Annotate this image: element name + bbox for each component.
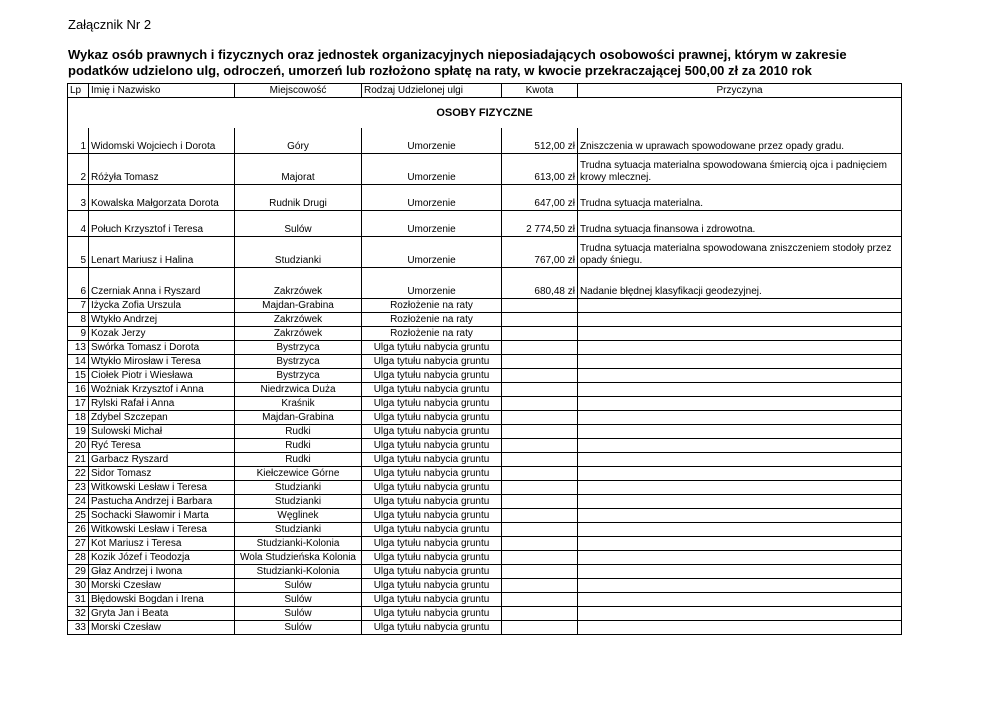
table-row xyxy=(68,268,902,299)
cell-lp: 27 xyxy=(68,537,89,551)
cell-amount xyxy=(502,579,578,593)
header-lp: Lp xyxy=(68,84,89,98)
cell-reason xyxy=(578,565,902,579)
cell-amount xyxy=(502,467,578,481)
cell-reason xyxy=(578,551,902,565)
cell-name: Widomski Wojciech i Dorota xyxy=(89,128,235,154)
cell-reason xyxy=(578,607,902,621)
cell-place: Niedrzwica Duża xyxy=(235,383,362,397)
cell-reason xyxy=(578,453,902,467)
cell-name: Kowalska Małgorzata Dorota xyxy=(89,185,235,211)
header-amount: Kwota xyxy=(502,84,578,98)
cell-lp: 13 xyxy=(68,341,89,355)
table-row xyxy=(68,537,902,551)
table-row xyxy=(68,453,902,467)
cell-type: Umorzenie xyxy=(362,128,502,154)
cell-reason xyxy=(578,439,902,453)
cell-reason xyxy=(578,425,902,439)
table-row xyxy=(68,593,902,607)
cell-lp: 23 xyxy=(68,481,89,495)
cell-reason xyxy=(578,341,902,355)
cell-name: Kozik Józef i Teodozja xyxy=(89,551,235,565)
table-row xyxy=(68,397,902,411)
table-row xyxy=(68,495,902,509)
cell-amount xyxy=(502,453,578,467)
cell-amount xyxy=(502,523,578,537)
cell-type: Ulga tytułu nabycia gruntu xyxy=(362,565,502,579)
cell-reason xyxy=(578,397,902,411)
cell-amount xyxy=(502,495,578,509)
cell-reason: Trudna sytuacja materialna spowodowana śmiercią ojca i padnięciem krowy mlecznej. xyxy=(578,154,902,185)
cell-amount xyxy=(502,537,578,551)
cell-name: Morski Czesław xyxy=(89,621,235,635)
cell-lp: 18 xyxy=(68,411,89,425)
cell-lp: 31 xyxy=(68,593,89,607)
cell-name: Garbacz Ryszard xyxy=(89,453,235,467)
cell-reason xyxy=(578,593,902,607)
table-row xyxy=(68,327,902,341)
cell-amount xyxy=(502,341,578,355)
cell-name: Gryta Jan i Beata xyxy=(89,607,235,621)
cell-amount xyxy=(502,509,578,523)
header-name: Imię i Nazwisko xyxy=(89,84,235,98)
cell-amount: 647,00 zł xyxy=(502,185,578,211)
cell-type: Rozłożenie na raty xyxy=(362,313,502,327)
cell-amount: 767,00 zł xyxy=(502,237,578,268)
table-row xyxy=(68,211,902,237)
cell-type: Ulga tytułu nabycia gruntu xyxy=(362,495,502,509)
cell-name: Błędowski Bogdan i Irena xyxy=(89,593,235,607)
cell-place: Studzianki-Kolonia xyxy=(235,565,362,579)
cell-place: Bystrzyca xyxy=(235,369,362,383)
header-place: Miejscowość xyxy=(235,84,362,98)
document-title xyxy=(68,47,908,79)
cell-name: Kozak Jerzy xyxy=(89,327,235,341)
cell-place: Studzianki-Kolonia xyxy=(235,537,362,551)
cell-amount xyxy=(502,397,578,411)
cell-name: Morski Czesław xyxy=(89,579,235,593)
table-row xyxy=(68,128,902,154)
cell-lp: 1 xyxy=(68,128,89,154)
cell-type: Umorzenie xyxy=(362,268,502,299)
cell-amount xyxy=(502,565,578,579)
cell-place: Majdan-Grabina xyxy=(235,299,362,313)
cell-name: Ciołek Piotr i Wiesława xyxy=(89,369,235,383)
cell-reason xyxy=(578,411,902,425)
table-row xyxy=(68,154,902,185)
table-row xyxy=(68,383,902,397)
cell-reason: Trudna sytuacja materialna. xyxy=(578,185,902,211)
cell-amount xyxy=(502,355,578,369)
cell-amount xyxy=(502,327,578,341)
cell-name: Różyła Tomasz xyxy=(89,154,235,185)
cell-name: Ryć Teresa xyxy=(89,439,235,453)
table-row xyxy=(68,565,902,579)
table-row xyxy=(68,467,902,481)
cell-amount xyxy=(502,299,578,313)
cell-lp: 28 xyxy=(68,551,89,565)
cell-amount xyxy=(502,481,578,495)
header-reason: Przyczyna xyxy=(578,84,902,98)
cell-lp: 22 xyxy=(68,467,89,481)
cell-reason xyxy=(578,467,902,481)
cell-lp: 9 xyxy=(68,327,89,341)
cell-amount xyxy=(502,425,578,439)
cell-type: Ulga tytułu nabycia gruntu xyxy=(362,537,502,551)
cell-name: Czerniak Anna i Ryszard xyxy=(89,268,235,299)
title-line-1: Wykaz osób prawnych i fizycznych oraz jednostek organizacyjnych nieposiadających osobowości prawnej, którym w zakresie xyxy=(68,47,847,62)
cell-reason xyxy=(578,523,902,537)
table-row xyxy=(68,185,902,211)
cell-place: Sulów xyxy=(235,621,362,635)
cell-type: Umorzenie xyxy=(362,154,502,185)
cell-lp: 21 xyxy=(68,453,89,467)
table-row xyxy=(68,313,902,327)
header-row xyxy=(68,84,902,98)
cell-lp: 7 xyxy=(68,299,89,313)
table-row xyxy=(68,299,902,313)
section-label: OSOBY FIZYCZNE xyxy=(68,98,902,129)
cell-reason xyxy=(578,383,902,397)
cell-name: Wtykło Andrzej xyxy=(89,313,235,327)
cell-name: Połuch Krzysztof i Teresa xyxy=(89,211,235,237)
cell-reason xyxy=(578,313,902,327)
cell-name: Sidor Tomasz xyxy=(89,467,235,481)
cell-name: Pastucha Andrzej i Barbara xyxy=(89,495,235,509)
cell-place: Studzianki xyxy=(235,237,362,268)
table-row xyxy=(68,481,902,495)
cell-type: Ulga tytułu nabycia gruntu xyxy=(362,481,502,495)
cell-place: Studzianki xyxy=(235,523,362,537)
table-row xyxy=(68,411,902,425)
cell-lp: 8 xyxy=(68,313,89,327)
cell-name: Sochacki Sławomir i Marta xyxy=(89,509,235,523)
cell-reason xyxy=(578,369,902,383)
cell-lp: 19 xyxy=(68,425,89,439)
cell-reason: Zniszczenia w uprawach spowodowane przez opady gradu. xyxy=(578,128,902,154)
cell-lp: 20 xyxy=(68,439,89,453)
cell-type: Umorzenie xyxy=(362,185,502,211)
cell-name: Sulowski Michał xyxy=(89,425,235,439)
cell-place: Kraśnik xyxy=(235,397,362,411)
cell-amount xyxy=(502,439,578,453)
table-row xyxy=(68,621,902,635)
cell-type: Ulga tytułu nabycia gruntu xyxy=(362,411,502,425)
table-row xyxy=(68,607,902,621)
cell-amount xyxy=(502,313,578,327)
cell-name: Wtykło Mirosław i Teresa xyxy=(89,355,235,369)
cell-reason: Nadanie błędnej klasyfikacji geodezyjnej. xyxy=(578,268,902,299)
cell-type: Umorzenie xyxy=(362,211,502,237)
cell-lp: 4 xyxy=(68,211,89,237)
cell-name: Zdybel Szczepan xyxy=(89,411,235,425)
cell-amount xyxy=(502,593,578,607)
cell-name: Kot Mariusz i Teresa xyxy=(89,537,235,551)
cell-reason xyxy=(578,327,902,341)
cell-type: Ulga tytułu nabycia gruntu xyxy=(362,621,502,635)
header-type: Rodzaj Udzielonej ulgi xyxy=(362,84,502,98)
cell-type: Ulga tytułu nabycia gruntu xyxy=(362,369,502,383)
cell-type: Ulga tytułu nabycia gruntu xyxy=(362,509,502,523)
cell-name: Witkowski Lesław i Teresa xyxy=(89,523,235,537)
cell-place: Bystrzyca xyxy=(235,341,362,355)
cell-type: Ulga tytułu nabycia gruntu xyxy=(362,551,502,565)
cell-reason xyxy=(578,509,902,523)
cell-reason xyxy=(578,579,902,593)
cell-lp: 14 xyxy=(68,355,89,369)
table-row xyxy=(68,579,902,593)
cell-place: Rudki xyxy=(235,425,362,439)
cell-type: Ulga tytułu nabycia gruntu xyxy=(362,341,502,355)
cell-lp: 16 xyxy=(68,383,89,397)
cell-place: Bystrzyca xyxy=(235,355,362,369)
cell-place: Węglinek xyxy=(235,509,362,523)
cell-place: Sulów xyxy=(235,607,362,621)
cell-amount xyxy=(502,551,578,565)
cell-type: Rozłożenie na raty xyxy=(362,327,502,341)
cell-type: Rozłożenie na raty xyxy=(362,299,502,313)
cell-name: Iżycka Zofia Urszula xyxy=(89,299,235,313)
cell-type: Ulga tytułu nabycia gruntu xyxy=(362,397,502,411)
cell-place: Zakrzówek xyxy=(235,313,362,327)
cell-type: Ulga tytułu nabycia gruntu xyxy=(362,467,502,481)
cell-lp: 32 xyxy=(68,607,89,621)
cell-reason xyxy=(578,355,902,369)
cell-lp: 2 xyxy=(68,154,89,185)
cell-place: Studzianki xyxy=(235,495,362,509)
cell-type: Ulga tytułu nabycia gruntu xyxy=(362,355,502,369)
cell-amount xyxy=(502,411,578,425)
cell-name: Swórka Tomasz i Dorota xyxy=(89,341,235,355)
cell-lp: 6 xyxy=(68,268,89,299)
table-row xyxy=(68,369,902,383)
cell-name: Lenart Mariusz i Halina xyxy=(89,237,235,268)
cell-amount xyxy=(502,621,578,635)
cell-lp: 29 xyxy=(68,565,89,579)
cell-amount: 512,00 zł xyxy=(502,128,578,154)
cell-place: Majorat xyxy=(235,154,362,185)
cell-place: Sulów xyxy=(235,593,362,607)
cell-lp: 26 xyxy=(68,523,89,537)
relief-table xyxy=(67,83,902,635)
cell-place: Góry xyxy=(235,128,362,154)
table-row xyxy=(68,439,902,453)
cell-reason: Trudna sytuacja materialna spowodowana zniszczeniem stodoły przez opady śniegu. xyxy=(578,237,902,268)
cell-type: Ulga tytułu nabycia gruntu xyxy=(362,579,502,593)
cell-amount: 613,00 zł xyxy=(502,154,578,185)
cell-lp: 30 xyxy=(68,579,89,593)
cell-type: Ulga tytułu nabycia gruntu xyxy=(362,383,502,397)
cell-reason xyxy=(578,299,902,313)
cell-type: Umorzenie xyxy=(362,237,502,268)
section-row xyxy=(68,98,902,129)
cell-place: Sulów xyxy=(235,211,362,237)
cell-place: Zakrzówek xyxy=(235,268,362,299)
table-row xyxy=(68,355,902,369)
cell-type: Ulga tytułu nabycia gruntu xyxy=(362,607,502,621)
cell-name: Głaz Andrzej i Iwona xyxy=(89,565,235,579)
cell-amount xyxy=(502,383,578,397)
cell-type: Ulga tytułu nabycia gruntu xyxy=(362,425,502,439)
cell-name: Rylski Rafał i Anna xyxy=(89,397,235,411)
cell-reason xyxy=(578,481,902,495)
cell-reason xyxy=(578,537,902,551)
cell-amount xyxy=(502,607,578,621)
cell-type: Ulga tytułu nabycia gruntu xyxy=(362,593,502,607)
cell-place: Rudki xyxy=(235,439,362,453)
cell-type: Ulga tytułu nabycia gruntu xyxy=(362,439,502,453)
cell-type: Ulga tytułu nabycia gruntu xyxy=(362,523,502,537)
cell-place: Kiełczewice Górne xyxy=(235,467,362,481)
cell-type: Ulga tytułu nabycia gruntu xyxy=(362,453,502,467)
cell-lp: 5 xyxy=(68,237,89,268)
attachment-label: Załącznik Nr 2 xyxy=(68,17,152,32)
cell-name: Witkowski Lesław i Teresa xyxy=(89,481,235,495)
cell-place: Rudki xyxy=(235,453,362,467)
cell-amount: 2 774,50 zł xyxy=(502,211,578,237)
table-row xyxy=(68,341,902,355)
table-row xyxy=(68,523,902,537)
table-row xyxy=(68,425,902,439)
cell-lp: 25 xyxy=(68,509,89,523)
cell-place: Wola Studzieńska Kolonia xyxy=(235,551,362,565)
title-line-2: podatków udzielono ulg, odroczeń, umorzeń lub rozłożono spłatę na raty, w kwocie przekraczającej 500,00 zł za 2010 rok xyxy=(68,63,812,78)
cell-place: Majdan-Grabina xyxy=(235,411,362,425)
cell-amount: 680,48 zł xyxy=(502,268,578,299)
cell-place: Studzianki xyxy=(235,481,362,495)
cell-reason xyxy=(578,495,902,509)
cell-place: Rudnik Drugi xyxy=(235,185,362,211)
cell-place: Sulów xyxy=(235,579,362,593)
table-row xyxy=(68,551,902,565)
cell-reason xyxy=(578,621,902,635)
cell-lp: 15 xyxy=(68,369,89,383)
cell-name: Woźniak Krzysztof i Anna xyxy=(89,383,235,397)
table-row xyxy=(68,509,902,523)
table-row xyxy=(68,237,902,268)
cell-lp: 3 xyxy=(68,185,89,211)
cell-reason: Trudna sytuacja finansowa i zdrowotna. xyxy=(578,211,902,237)
cell-lp: 33 xyxy=(68,621,89,635)
cell-amount xyxy=(502,369,578,383)
cell-lp: 17 xyxy=(68,397,89,411)
cell-place: Zakrzówek xyxy=(235,327,362,341)
cell-lp: 24 xyxy=(68,495,89,509)
